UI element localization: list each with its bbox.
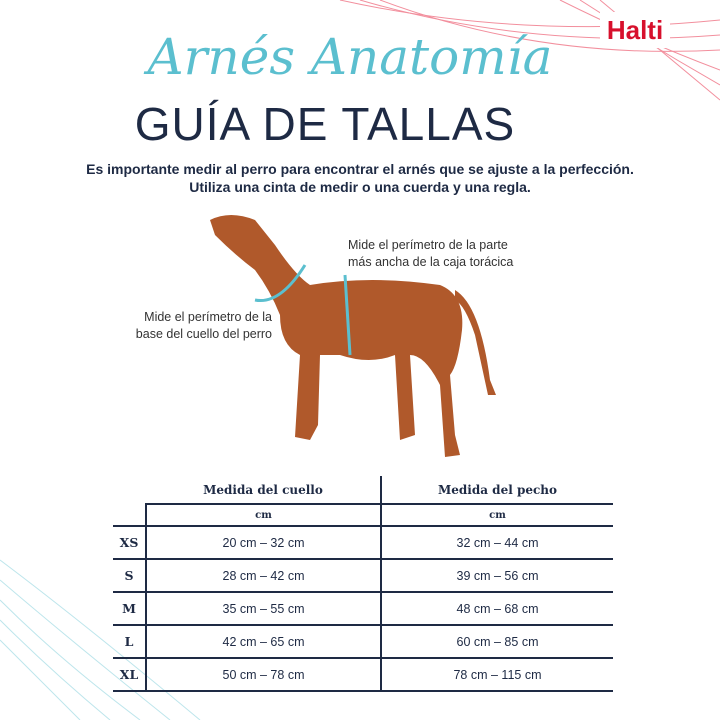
table-header-row [113,476,613,504]
table-row [113,592,613,625]
table-row [113,658,613,691]
chest-header: Medida del pecho [381,476,613,504]
page-title: GUÍA DE TALLAS [134,98,516,150]
size-table [113,476,613,692]
intro-line-2: Utiliza una cinta de medir o una cuerda y una regla. [189,179,531,195]
size-label: XS [113,526,146,559]
intro-line-1: Es importante medir al perro para encontrar el arnés que se ajuste a la perfección. [86,161,634,177]
chest-instruction-line-2: más ancha de la caja torácica [348,255,514,269]
neck-range: 42 cm – 65 cm [146,625,381,658]
table-row [113,559,613,592]
chest-range: 32 cm – 44 cm [381,526,613,559]
product-script-title: Arnés Anatomía [147,28,553,86]
chest-range: 60 cm – 85 cm [381,625,613,658]
size-label: M [113,592,146,625]
neck-range: 20 cm – 32 cm [146,526,381,559]
neck-range: 50 cm – 78 cm [146,658,381,691]
chest-unit: cm [381,504,613,526]
chest-instruction-line-1: Mide el perímetro de la parte [348,238,508,252]
neck-header: Medida del cuello [203,482,323,497]
chest-range: 78 cm – 115 cm [381,658,613,691]
neck-instruction-line-1: Mide el perímetro de la [144,310,272,324]
size-label: L [113,625,146,658]
neck-range: 28 cm – 42 cm [146,559,381,592]
neck-unit: cm [146,504,381,526]
table-row [113,625,613,658]
table-row [113,526,613,559]
chest-range: 48 cm – 68 cm [381,592,613,625]
chest-range: 39 cm – 56 cm [381,559,613,592]
units-row [113,504,613,526]
neck-range: 35 cm – 55 cm [146,592,381,625]
halti-logo: Halti [600,12,670,48]
size-label: XL [113,658,146,691]
neck-instruction-line-2: base del cuello del perro [135,327,272,341]
chest-instruction [348,237,513,271]
size-label: S [113,559,146,592]
neck-instruction [90,309,272,343]
